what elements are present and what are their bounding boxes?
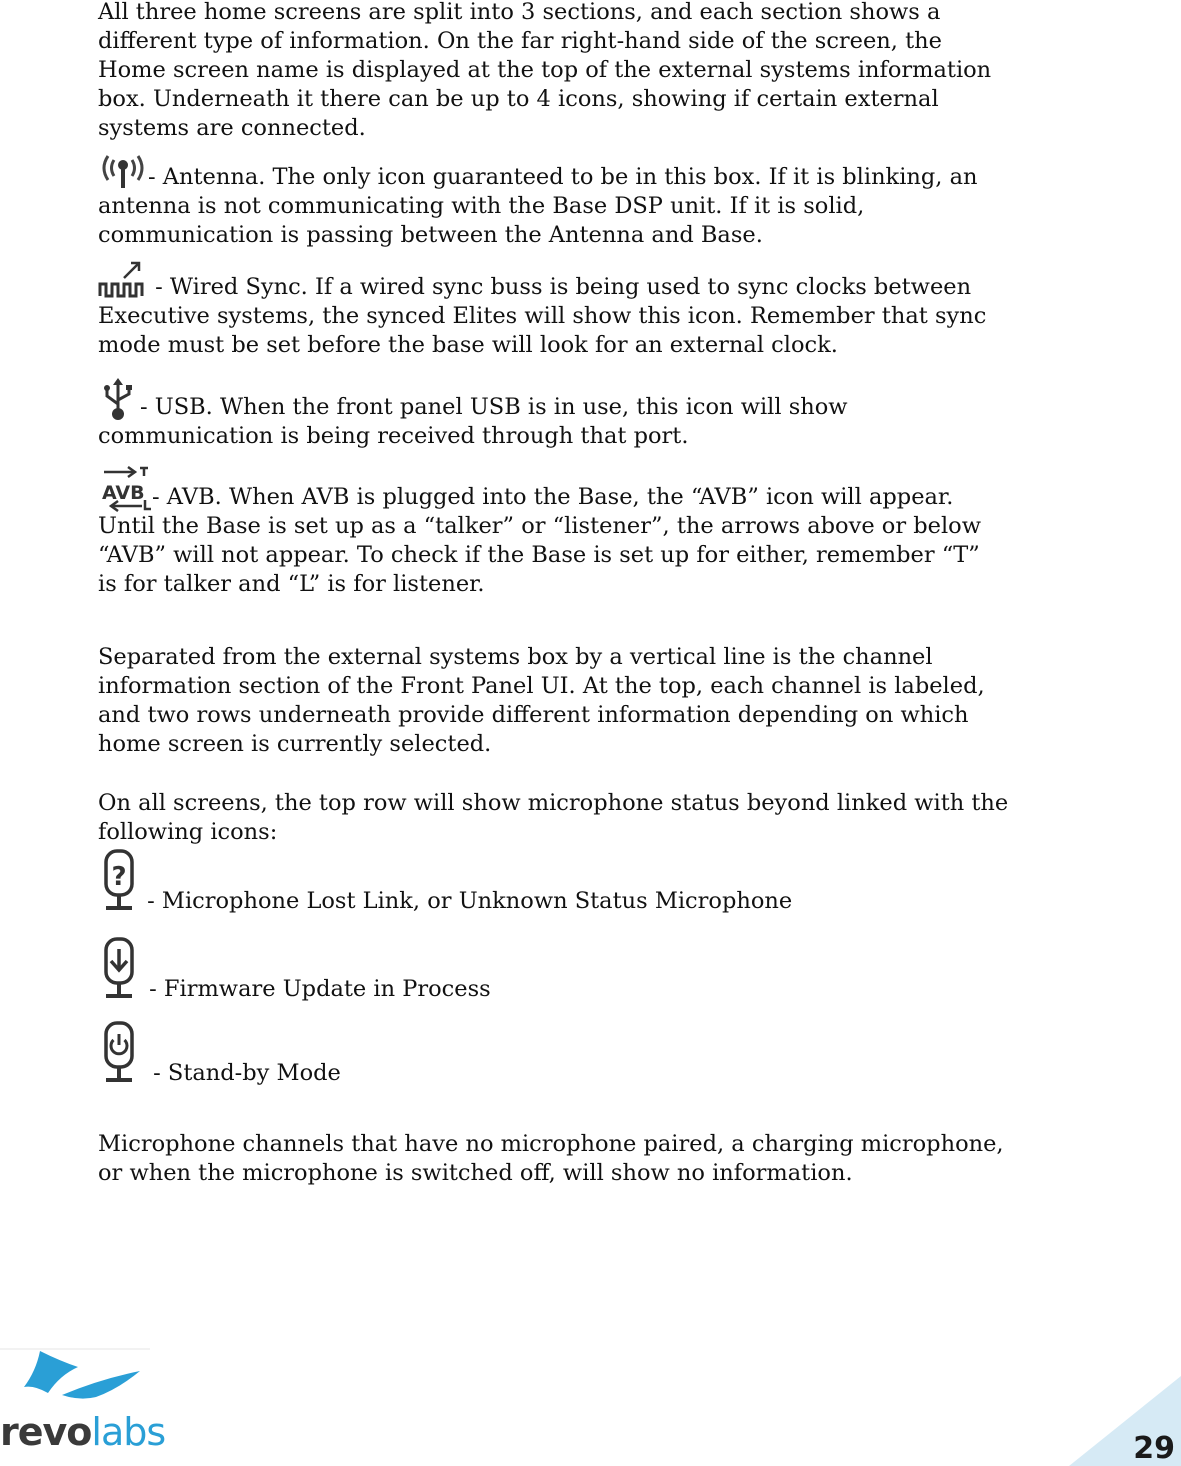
intro-line: different type of information. On the far right-hand side of the screen, the — [98, 28, 942, 54]
mic-standby-text: - Stand-by Mode — [146, 1060, 341, 1086]
svg-text:AVB: AVB — [102, 482, 145, 504]
intro-line: box. Underneath it there can be up to 4 icons, showing if certain external — [98, 86, 939, 112]
avb-line — [98, 466, 1098, 512]
wired-sync-line: Executive systems, the synced Elites will show this icon. Remember that sync — [98, 303, 987, 329]
antenna-line: antenna is not communicating with the Base DSP unit. If it is solid, — [98, 193, 865, 219]
avb-line: is for talker and “L” is for listener. — [98, 571, 485, 597]
intro-paragraph — [98, 0, 1098, 143]
usb-text: - USB. When the front panel USB is in use, this icon will show — [140, 394, 848, 420]
antenna-icon — [98, 148, 148, 192]
antenna-text: - Antenna. The only icon guaranteed to be in this box. If it is blinking, an — [148, 164, 978, 190]
mic-status-line: On all screens, the top row will show microphone status beyond linked with the — [98, 790, 1009, 816]
wired-sync-text: - Wired Sync. If a wired sync buss is being used to sync clocks between — [148, 274, 972, 300]
mic-firmware-text: - Firmware Update in Process — [142, 976, 491, 1002]
no-info-line: Microphone channels that have no microphone paired, a charging microphone, — [98, 1131, 1004, 1157]
logo-wordmark — [0, 1410, 165, 1454]
mic-firmware-row — [98, 936, 1098, 1004]
usb-line: communication is being received through that port. — [98, 423, 689, 449]
avb-line: “AVB” will not appear. To check if the Base is set up for either, remember “T” — [98, 542, 980, 568]
wired-sync-line: mode must be set before the base will look for an external clock. — [98, 332, 838, 358]
logo-text-revo: revo — [0, 1410, 92, 1454]
avb-icon — [98, 466, 152, 512]
antenna-paragraph — [98, 148, 1098, 250]
channel-info-line: Separated from the external systems box by a vertical line is the channel — [98, 644, 933, 670]
wired-sync-icon — [98, 258, 148, 302]
mic-status-line: following icons: — [98, 819, 278, 845]
mic-lost-link-icon — [98, 848, 140, 916]
avb-text: - AVB. When AVB is plugged into the Base, the “AVB” icon will appear. — [152, 484, 954, 510]
logo-swoosh-icon — [0, 1345, 160, 1415]
antenna-line — [98, 148, 1098, 192]
page-number: 29 — [1133, 1431, 1175, 1466]
mic-standby-row — [98, 1020, 1098, 1088]
channel-info-paragraph — [98, 643, 1098, 759]
mic-firmware-update-icon — [98, 936, 142, 1004]
wired-sync-line — [98, 258, 1098, 302]
channel-info-line: home screen is currently selected. — [98, 731, 492, 757]
no-info-line: or when the microphone is switched off, will show no information. — [98, 1160, 853, 1186]
avb-paragraph — [98, 466, 1098, 599]
usb-line — [98, 376, 1098, 422]
svg-text:?: ? — [111, 862, 127, 892]
intro-line: All three home screens are split into 3 sections, and each section shows a — [98, 0, 941, 25]
logo-text-labs: labs — [91, 1410, 166, 1454]
mic-standby-icon — [98, 1020, 146, 1088]
intro-line: Home screen name is displayed at the top of the external systems information — [98, 57, 992, 83]
intro-line: systems are connected. — [98, 115, 366, 141]
usb-icon — [98, 376, 140, 422]
antenna-line: communication is passing between the Antenna and Base. — [98, 222, 763, 248]
mic-lost-text: - Microphone Lost Link, or Unknown Status Microphone — [140, 888, 793, 914]
mic-status-paragraph — [98, 789, 1098, 847]
channel-info-line: information section of the Front Panel UI. At the top, each channel is labeled, — [98, 673, 985, 699]
usb-paragraph — [98, 376, 1098, 451]
mic-lost-row — [98, 848, 1098, 916]
avb-line: Until the Base is set up as a “talker” or “listener”, the arrows above or below — [98, 513, 981, 539]
channel-info-line: and two rows underneath provide different information depending on which — [98, 702, 969, 728]
wired-sync-paragraph — [98, 258, 1098, 360]
no-info-paragraph — [98, 1130, 1098, 1188]
